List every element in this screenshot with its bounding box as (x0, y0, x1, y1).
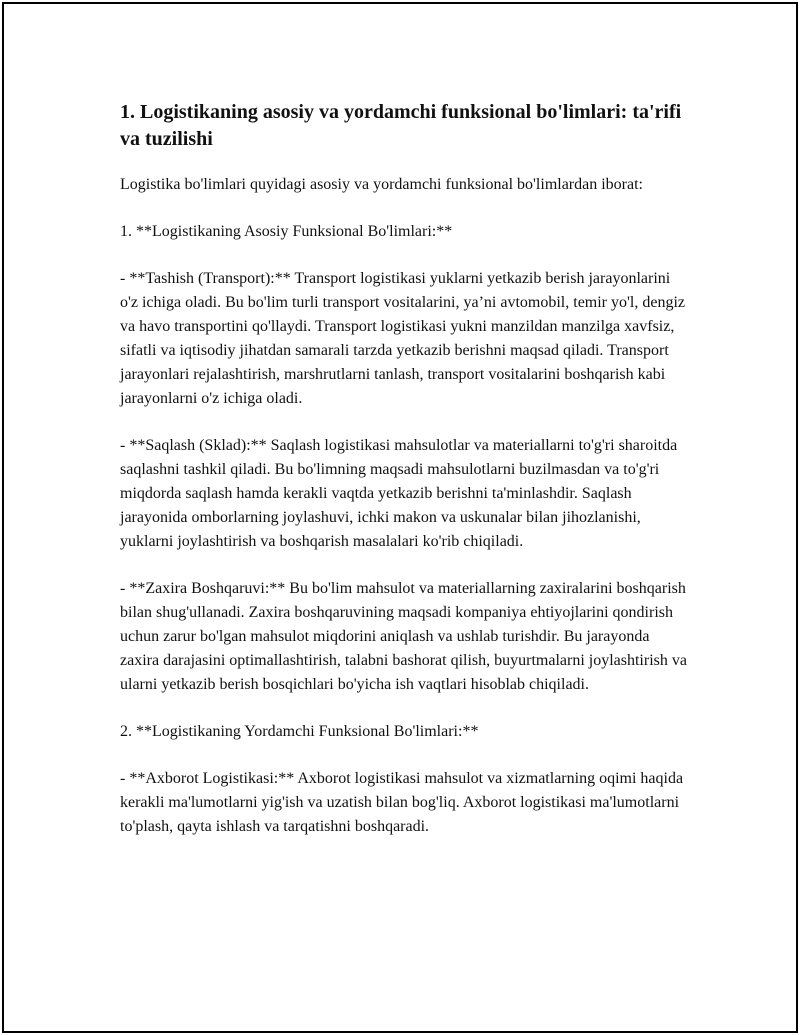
paragraph-inventory: - **Zaxira Boshqaruvi:** Bu bo'lim mahsulot va materiallarning zaxiralarini boshqarish bilan shug'ullanadi. Zaxira boshqaruvining maqsadi kompaniya ehtiyojlarini qondirish uchun zarur bo'lgan mahsulot miqdorini aniqlash va ushlab turishdir. Bu jarayonda zaxira darajasini optimallashtirish, talabni bashorat qilish, buyurtmalarni joylashtirish va ularni yetkazib berish bosqichlari bo'yicha ish vaqtlari hisoblab chiqiladi. (120, 580, 687, 693)
intro-paragraph: Logistika bo'limlari quyidagi asosiy va yordamchi funksional bo'limlardan iborat: (120, 176, 643, 193)
section-heading-main: 1. **Logistikaning Asosiy Funksional Bo'limlari:** (120, 223, 453, 240)
section-heading-support: 2. **Logistikaning Yordamchi Funksional Bo'limlari:** (120, 723, 479, 740)
paragraph-transport: - **Tashish (Transport):** Transport logistikasi yuklarni yetkazib berish jarayonlarini o'z ichiga oladi. Bu bo'lim turli transport vositalarini, ya’ni avtomobil, temir yo'l, dengiz va havo transportini qo'llaydi. Transport logistikasi yukni manzildan manzilga xavfsiz, sifatli va iqtisodiy jihatdan samarali tarzda yetkazib berishni maqsad qiladi. Transport jarayonlari rejalashtirish, marshrutlarni tanlash, transport vositalarini boshqarish kabi jarayonlarni o'z ichiga oladi. (120, 270, 685, 407)
paragraph-storage: - **Saqlash (Sklad):** Saqlash logistikasi mahsulotlar va materiallarni to'g'ri sharoitda saqlashni tashkil qiladi. Bu bo'limning maqsadi mahsulotlarni buzilmasdan va to'g'ri miqdorda saqlash hamda kerakli vaqtda yetkazib berishni ta'minlashdir. Saqlash jarayonida omborlarning joylashuvi, ichki makon va uskunalar bilan jihozlanishi, yuklarni joylashtirish va boshqarish masalalari ko'rib chiqiladi. (120, 437, 678, 550)
document-title: 1. Logistikaning asosiy va yordamchi funksional bo'limlari: ta'rifi va tuzilishi (120, 101, 682, 150)
paragraph-information: - **Axborot Logistikasi:** Axborot logistikasi mahsulot va xizmatlarning oqimi haqida kerakli ma'lumotlarni yig'ish va uzatish bilan bog'liq. Axborot logistikasi ma'lumotlarni to'plash, qayta ishlash va tarqatishni boshqaradi. (120, 770, 684, 835)
document-page (2, 2, 798, 1033)
document-content (120, 99, 690, 862)
